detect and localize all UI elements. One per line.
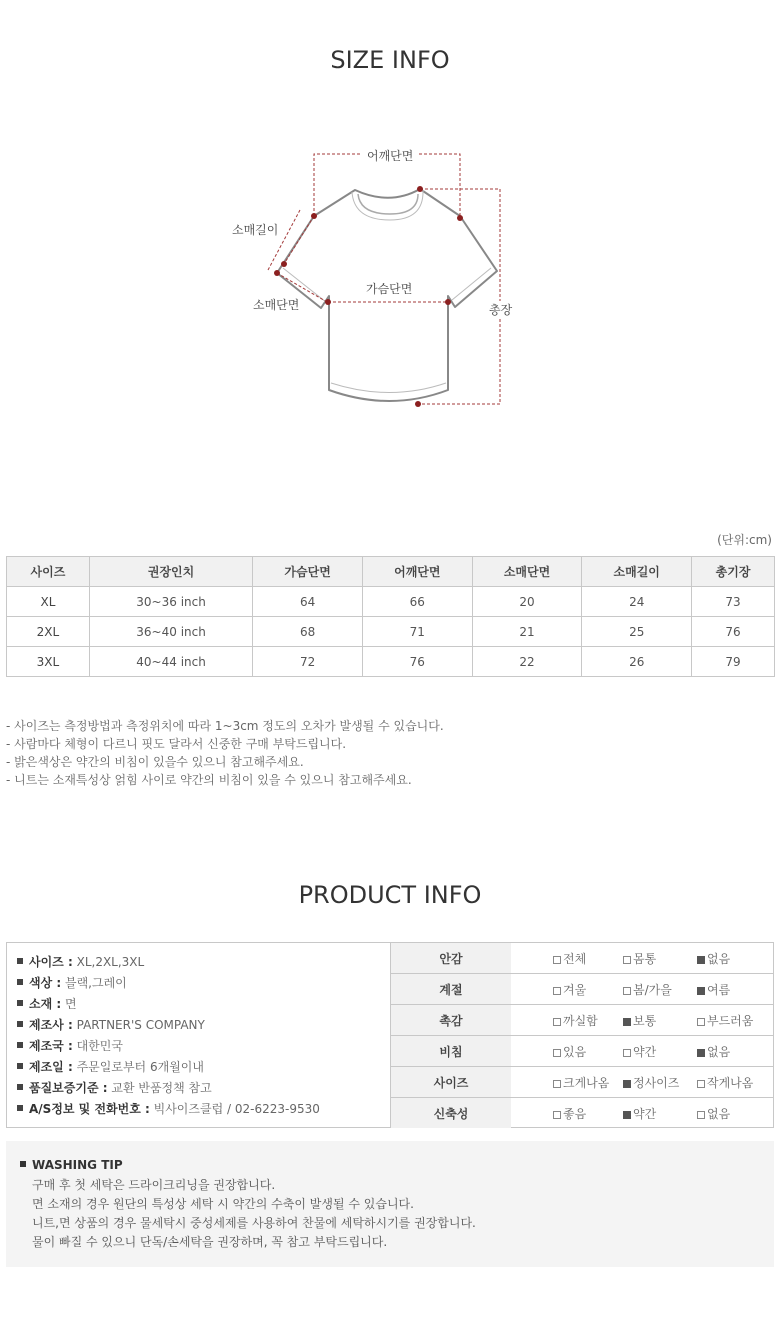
note-line: - 사람마다 체형이 다르니 핏도 달라서 신중한 구매 부탁드립니다. (6, 737, 347, 751)
table-cell: 64 (253, 587, 363, 617)
detail-value: XL,2XL,3XL (76, 955, 145, 969)
detail-key: 사이즈 : (29, 955, 73, 969)
checkbox-icon (553, 1111, 561, 1119)
checkbox-icon (697, 956, 705, 964)
table-cell: 30~36 inch (89, 587, 252, 617)
table-cell: XL (7, 587, 90, 617)
unit-label: (단위:cm) (717, 533, 772, 547)
size-table (6, 556, 775, 677)
attribute-table (391, 943, 773, 1128)
table-row (7, 617, 775, 647)
attribute-option (697, 1036, 773, 1067)
checkbox-icon (697, 1080, 705, 1088)
detail-line (17, 952, 390, 973)
option-label: 부드러움 (707, 1013, 754, 1028)
table-row (7, 647, 775, 677)
table-cell: 3XL (7, 647, 90, 677)
table-cell: 40~44 inch (89, 647, 252, 677)
checkbox-icon (553, 1080, 561, 1088)
detail-key: 제조일 : (29, 1060, 73, 1074)
table-cell: 25 (582, 617, 692, 647)
checkbox-icon (697, 1018, 705, 1026)
attribute-option (511, 1005, 623, 1036)
bullet-square-icon (20, 1161, 26, 1167)
total-length-label: 총장 (489, 303, 513, 317)
note-line: - 밝은색상은 약간의 비침이 있을수 있으니 참고해주세요. (6, 755, 304, 769)
option-label: 전체 (563, 951, 587, 966)
detail-line (17, 973, 390, 994)
attribute-option (623, 1036, 697, 1067)
option-label: 까실함 (563, 1013, 598, 1028)
header-cell: 가슴단면 (253, 557, 363, 587)
table-cell: 21 (472, 617, 582, 647)
attribute-option (511, 943, 623, 974)
header-cell: 사이즈 (7, 557, 90, 587)
checkbox-icon (623, 1049, 631, 1057)
detail-value: 주문일로부터 6개월이내 (76, 1060, 204, 1074)
washing-tip-line: 구매 후 첫 세탁은 드라이크리닝을 권장합니다. (32, 1178, 276, 1192)
detail-line (17, 1015, 390, 1036)
attribute-label: 안감 (391, 943, 511, 974)
note-line: - 사이즈는 측정방법과 측정위치에 따라 1~3cm 정도의 오차가 발생될 수 있습니다. (6, 719, 444, 733)
attribute-option (511, 1098, 623, 1129)
bullet-square-icon (17, 979, 23, 985)
option-label: 있음 (563, 1044, 587, 1059)
bullet-square-icon (17, 1084, 23, 1090)
detail-value: 블랙,그레이 (65, 976, 127, 990)
table-cell: 76 (362, 647, 472, 677)
checkbox-icon (623, 1018, 631, 1026)
attribute-option (511, 974, 623, 1005)
option-label: 보통 (633, 1013, 657, 1028)
header-cell: 총기장 (692, 557, 775, 587)
sleeve-length-label: 소매길이 (232, 223, 279, 237)
checkbox-icon (623, 987, 631, 995)
attribute-option (623, 974, 697, 1005)
option-label: 크게나옴 (563, 1075, 610, 1090)
option-label: 작게나옴 (707, 1075, 754, 1090)
attribute-label: 계절 (391, 974, 511, 1005)
washing-tip-line: 면 소재의 경우 원단의 특성상 세탁 시 약간의 수축이 발생될 수 있습니다. (32, 1197, 414, 1211)
attribute-row (391, 1067, 773, 1098)
checkbox-icon (553, 1018, 561, 1026)
size-notes (6, 717, 444, 789)
size-table-header (7, 557, 775, 587)
bullet-square-icon (17, 1042, 23, 1048)
bullet-square-icon (17, 958, 23, 964)
option-label: 몸통 (633, 951, 657, 966)
checkbox-icon (553, 956, 561, 964)
option-label: 겨울 (563, 982, 587, 997)
product-info-box (6, 942, 774, 1128)
attribute-label: 신축성 (391, 1098, 511, 1129)
attribute-option (623, 1067, 697, 1098)
checkbox-icon (553, 1049, 561, 1057)
sleeve-width-label: 소매단면 (253, 298, 300, 312)
product-details (7, 943, 391, 1127)
checkbox-icon (623, 1080, 631, 1088)
bullet-square-icon (17, 1105, 23, 1111)
attribute-row (391, 1098, 773, 1129)
attribute-option (697, 1005, 773, 1036)
detail-value: 면 (65, 997, 77, 1011)
option-label: 봄/가을 (633, 982, 672, 997)
table-cell: 71 (362, 617, 472, 647)
table-cell: 20 (472, 587, 582, 617)
option-label: 정사이즈 (633, 1075, 680, 1090)
attribute-option (697, 943, 773, 974)
note-line: - 니트는 소재특성상 얽힘 사이로 약간의 비침이 있을 수 있으니 참고해주세요. (6, 773, 412, 787)
table-cell: 66 (362, 587, 472, 617)
bullet-square-icon (17, 1063, 23, 1069)
checkbox-icon (623, 1111, 631, 1119)
shoulder-label: 어깨단면 (367, 149, 414, 163)
washing-tip-box (6, 1141, 774, 1267)
attribute-label: 촉감 (391, 1005, 511, 1036)
table-cell: 76 (692, 617, 775, 647)
attribute-row (391, 943, 773, 974)
checkbox-icon (623, 956, 631, 964)
detail-key: 품질보증기준 : (29, 1081, 108, 1095)
header-cell: 권장인치 (89, 557, 252, 587)
checkbox-icon (697, 987, 705, 995)
attribute-row (391, 1005, 773, 1036)
detail-key: A/S정보 및 전화번호 : (29, 1102, 150, 1116)
size-info-title: SIZE INFO (330, 46, 450, 74)
attribute-label: 비침 (391, 1036, 511, 1067)
detail-line (17, 994, 390, 1015)
table-cell: 2XL (7, 617, 90, 647)
attribute-option (623, 1005, 697, 1036)
option-label: 없음 (707, 1044, 731, 1059)
detail-value: 빅사이즈클럽 / 02-6223-9530 (153, 1102, 320, 1116)
chest-label: 가슴단면 (366, 282, 413, 296)
table-cell: 68 (253, 617, 363, 647)
option-label: 여름 (707, 982, 731, 997)
header-cell: 어깨단면 (362, 557, 472, 587)
detail-key: 색상 : (29, 976, 62, 990)
option-label: 약간 (633, 1044, 657, 1059)
checkbox-icon (697, 1049, 705, 1057)
detail-key: 제조국 : (29, 1039, 73, 1053)
checkbox-icon (697, 1111, 705, 1119)
attribute-row (391, 974, 773, 1005)
attribute-option (623, 943, 697, 974)
table-cell: 26 (582, 647, 692, 677)
table-cell: 36~40 inch (89, 617, 252, 647)
washing-tip-line: 물이 빠질 수 있으니 단독/손세탁을 권장하며, 꼭 참고 부탁드립니다. (32, 1235, 388, 1249)
detail-line (17, 1099, 390, 1120)
washing-tip-title-text: WASHING TIP (32, 1158, 123, 1172)
option-label: 좋음 (563, 1106, 587, 1121)
attribute-option (697, 1098, 773, 1129)
attribute-row (391, 1036, 773, 1067)
attribute-option (623, 1098, 697, 1129)
washing-tip-line: 니트,면 상품의 경우 물세탁시 중성세제를 사용하여 찬물에 세탁하시기를 권장합니다. (32, 1216, 476, 1230)
product-info-title: PRODUCT INFO (298, 881, 482, 909)
option-label: 없음 (707, 1106, 731, 1121)
detail-value: 교환 반품정책 참고 (111, 1081, 212, 1095)
checkbox-icon (553, 987, 561, 995)
washing-tip-lines (32, 1176, 476, 1252)
table-cell: 22 (472, 647, 582, 677)
table-row (7, 587, 775, 617)
attribute-option (511, 1067, 623, 1098)
table-cell: 79 (692, 647, 775, 677)
attribute-label: 사이즈 (391, 1067, 511, 1098)
detail-line (17, 1036, 390, 1057)
option-label: 약간 (633, 1106, 657, 1121)
detail-value: PARTNER'S COMPANY (76, 1018, 205, 1032)
detail-key: 제조사 : (29, 1018, 73, 1032)
bullet-square-icon (17, 1021, 23, 1027)
option-label: 없음 (707, 951, 731, 966)
header-cell: 소매단면 (472, 557, 582, 587)
detail-key: 소재 : (29, 997, 62, 1011)
attribute-option (697, 974, 773, 1005)
attribute-option (697, 1067, 773, 1098)
bullet-square-icon (17, 1000, 23, 1006)
table-cell: 73 (692, 587, 775, 617)
header-cell: 소매길이 (582, 557, 692, 587)
tshirt-diagram (0, 0, 780, 520)
detail-line (17, 1057, 390, 1078)
detail-line (17, 1078, 390, 1099)
table-cell: 24 (582, 587, 692, 617)
detail-value: 대한민국 (76, 1039, 123, 1053)
washing-tip-title (20, 1158, 123, 1172)
table-cell: 72 (253, 647, 363, 677)
attribute-option (511, 1036, 623, 1067)
